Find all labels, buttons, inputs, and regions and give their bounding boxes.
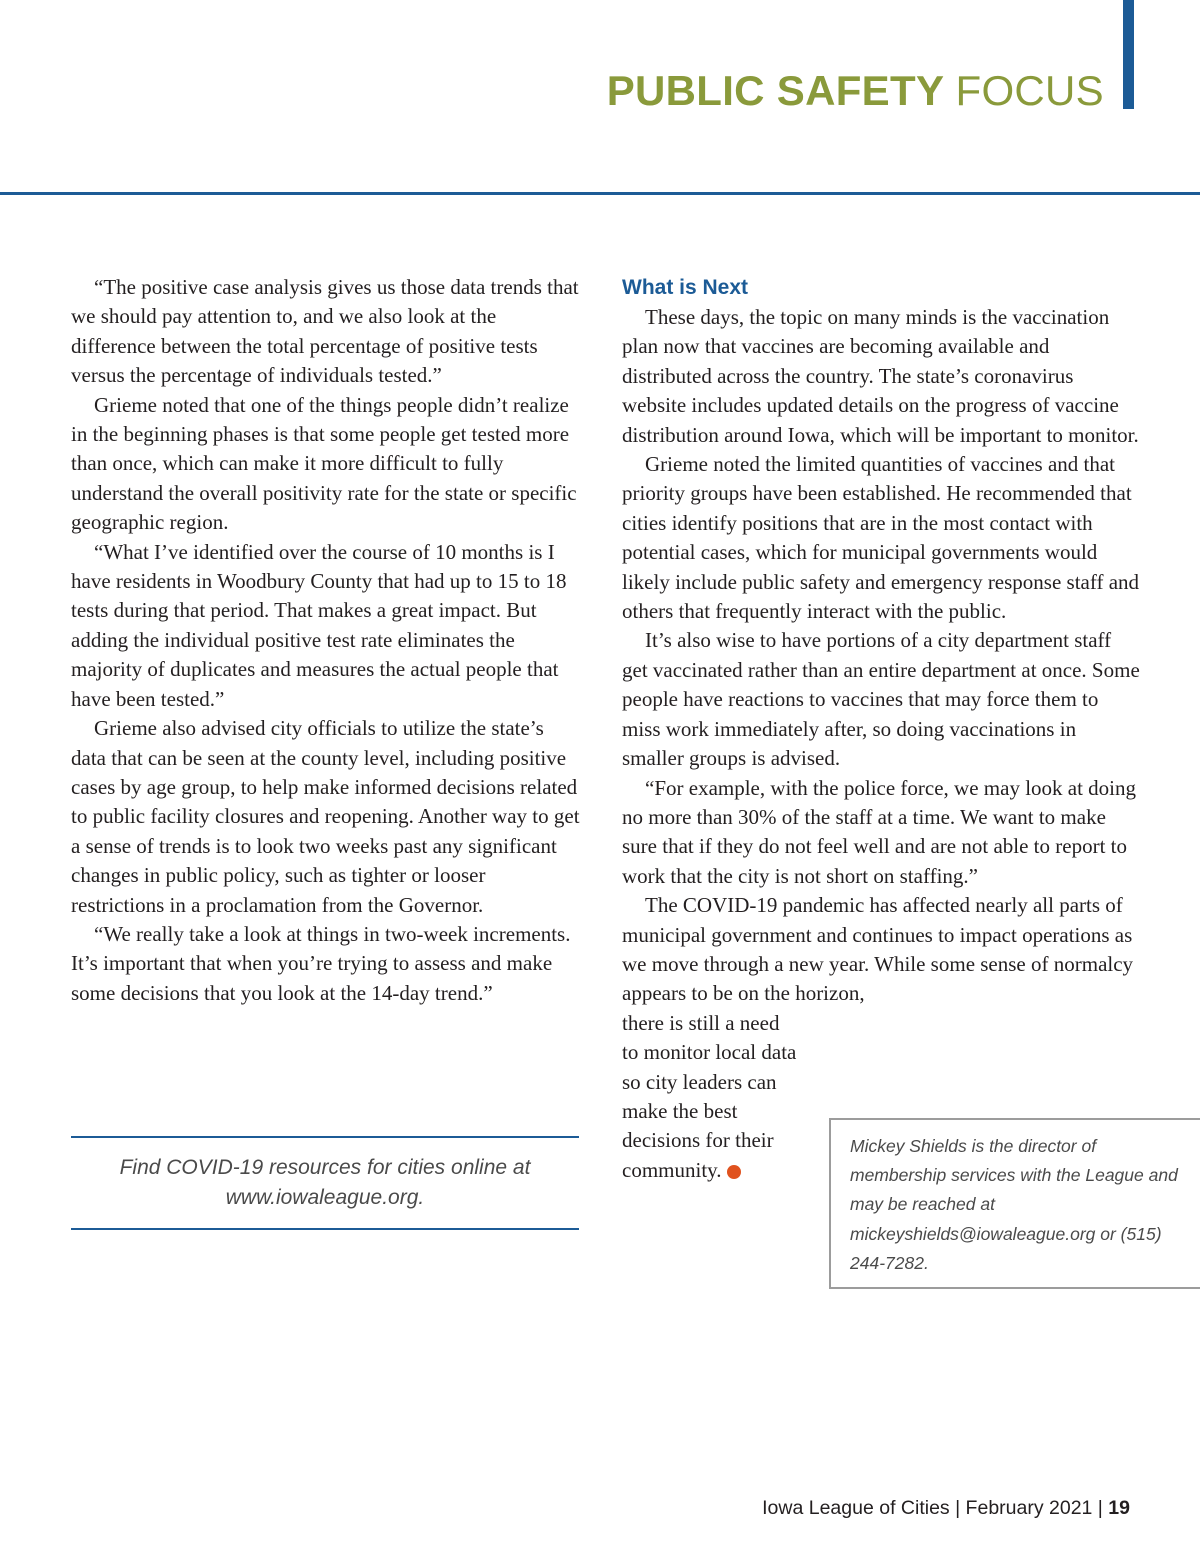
body-paragraph: Grieme noted that one of the things people didn’t realize in the beginning phases is that some people get tested more than once, which can make it more difficult to fully understand the overall positivity rate for the state or specific geographic region. [71,392,577,535]
body-paragraph: The COVID-19 pandemic has affected nearly all parts of municipal government and continues to impact operations as we move through a new year. While some sense of normalcy appears to be on the horizon, [622,893,1134,1006]
left-column [71,273,581,1008]
end-mark-icon [727,1165,741,1179]
right-column [622,273,1142,1185]
body-paragraph: These days, the topic on many minds is the vaccination plan now that vaccines are becoming available and distributed across the country. The state’s coronavirus website includes updated details on the progress of vaccine distribution around Iowa, which will be important to monitor. [622,305,1139,447]
header-accent-bar [1123,0,1134,109]
callout-text: Find COVID-19 resources for cities online at www.iowaleague.org. [119,1156,531,1209]
body-paragraph: Grieme noted the limited quantities of vaccines and that priority groups have been established. He recommended that cities identify positions that are in the most contact with potential cases, which for municipal governments would likely include public safety and emergency response staff and others that frequently interact with the public. [622,452,1140,624]
author-bio-text: Mickey Shields is the director of membership services with the League and may be reached at mickeyshields@iowaleague.org or (515) 244-7282. [850,1136,1178,1273]
body-paragraph: “For example, with the police force, we may look at doing no more than 30% of the staff at a time. We want to make sure that if they do not feel well and are not able to report to work that the city is not short on staffing.” [622,775,1137,888]
header-divider [0,192,1200,195]
page-footer [762,1496,1130,1520]
closing-text: there is still a need to monitor local data so city leaders can make the best decisions for their community. [622,1010,797,1182]
section-title [607,66,1104,116]
author-bio-box [829,1118,1200,1289]
body-paragraph: “We really take a look at things in two-week increments. It’s important that when you’re trying to assess and make some decisions that you look at the 14-day trend.” [71,921,571,1005]
page-number: 19 [1108,1497,1130,1519]
section-title-light: FOCUS [955,67,1104,114]
body-paragraph: “What I’ve identified over the course of 10 months is I have residents in Woodbury County that had up to 15 to 18 tests during that period. That makes a great impact. But adding the individual positive test rate eliminates the majority of duplicates and measures the actual people that have been tested.” [71,539,567,711]
body-paragraph: It’s also wise to have portions of a city department staff get vaccinated rather than an entire department at once. Some people have reactions to vaccines that may force them to miss work immediately after, so doing vaccinations in smaller groups is advised. [622,628,1140,771]
body-paragraph: “The positive case analysis gives us those data trends that we should pay attention to, and we also look at the difference between the total percentage of positive tests versus the percentage of individuals tested.” [71,275,579,388]
section-title-bold: PUBLIC SAFETY [606,67,944,114]
section-heading: What is Next [622,276,749,299]
closing-paragraph [622,1009,798,1185]
resources-callout [71,1136,579,1230]
body-paragraph: Grieme also advised city officials to utilize the state’s data that can be seen at the county level, including positive cases by age group, to help make informed decisions related to public facility closures and reopening. Another way to get a sense of trends is to look two weeks past any significant changes in public policy, such as tighter or looser restrictions in a proclamation from the Governor. [71,716,580,917]
footer-publication: Iowa League of Cities | February 2021 | [762,1497,1103,1519]
